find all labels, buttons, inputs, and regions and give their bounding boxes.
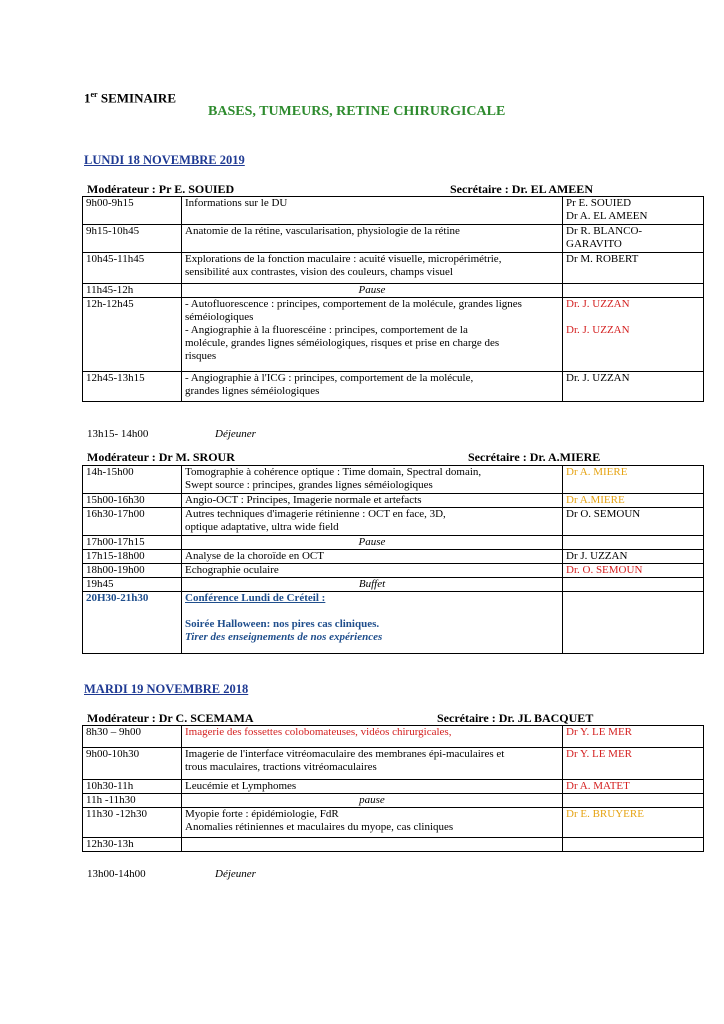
speaker-cell: Dr E. BRUYERE (563, 808, 704, 838)
day1-afternoon-table (82, 465, 704, 654)
table-row (83, 197, 704, 225)
table-row (83, 372, 704, 402)
topic-cell: Anatomie de la rétine, vascularisation, physiologie de la rétine (182, 225, 563, 253)
table-row (83, 536, 704, 550)
speaker-cell (563, 578, 704, 592)
topic-cell: Tomographie à cohérence optique : Time domain, Spectral domain, Swept source : principes, grandes lignes séméiologiques (182, 466, 563, 494)
speaker-cell (563, 838, 704, 852)
speaker-cell: Dr Y. LE MER (563, 748, 704, 780)
speaker-cell: Dr. J. UZZAN Dr. J. UZZAN (563, 298, 704, 372)
main-title: BASES, TUMEURS, RETINE CHIRURGICALE (208, 104, 506, 119)
table-row (83, 780, 704, 794)
table-row (83, 225, 704, 253)
time-cell: 17h15-18h00 (83, 550, 182, 564)
topic-cell: Autres techniques d'imagerie rétinienne : OCT en face, 3D, optique adaptative, ultra wide field (182, 508, 563, 536)
table-row (83, 838, 704, 852)
seminar-title: 1er SEMINAIRE (84, 90, 176, 106)
lunch-time: 13h15- 14h00 (87, 428, 149, 440)
table-row (83, 794, 704, 808)
afternoon-secretary: Secrétaire : Dr. A.MIERE (468, 450, 601, 464)
table-row (83, 284, 704, 298)
time-cell: 10h30-11h (83, 780, 182, 794)
speaker-cell: Dr. O. SEMOUN (563, 564, 704, 578)
day2-table (82, 725, 704, 852)
day1-secretary: Secrétaire : Dr. EL AMEEN (450, 182, 593, 196)
day2-lunch-time: 13h00-14h00 (87, 868, 146, 880)
day1-morning-table (82, 196, 704, 402)
table-row (83, 564, 704, 578)
topic-cell: Explorations de la fonction maculaire : acuité visuelle, micropérimétrie, sensibilité aux contrastes, vision des couleurs, champs visuel (182, 253, 563, 284)
day2-moderator: Modérateur : Dr C. SCEMAMA (87, 711, 254, 725)
topic-cell: Myopie forte : épidémiologie, FdR Anomalies rétiniennes et maculaires du myope, cas cliniques (182, 808, 563, 838)
pause-cell: Pause (182, 284, 563, 298)
table-row (83, 298, 704, 372)
table-row (83, 808, 704, 838)
speaker-cell: Dr M. ROBERT (563, 253, 704, 284)
time-cell: 12h30-13h (83, 838, 182, 852)
time-cell: 9h00-10h30 (83, 748, 182, 780)
time-cell: 10h45-11h45 (83, 253, 182, 284)
time-cell: 16h30-17h00 (83, 508, 182, 536)
lunch-label: Déjeuner (215, 428, 256, 440)
time-cell: 12h-12h45 (83, 298, 182, 372)
speaker-cell: Dr A. MATET (563, 780, 704, 794)
afternoon-moderator: Modérateur : Dr M. SROUR (87, 450, 235, 464)
time-cell: 8h30 – 9h00 (83, 726, 182, 748)
speaker-cell (563, 794, 704, 808)
time-cell: 15h00-16h30 (83, 494, 182, 508)
day1-moderator: Modérateur : Pr E. SOUIED (87, 182, 235, 196)
speaker-cell: Dr J. UZZAN (563, 550, 704, 564)
speaker-cell: Dr. J. UZZAN (563, 372, 704, 402)
speaker-cell: Dr Y. LE MER (563, 726, 704, 748)
topic-cell: - Angiographie à l'ICG : principes, comportement de la molécule, grandes lignes séméiologiques (182, 372, 563, 402)
speaker-cell: Dr R. BLANCO- GARAVITO (563, 225, 704, 253)
speaker-cell (563, 592, 704, 654)
day2-secretary: Secrétaire : Dr. JL BACQUET (437, 711, 594, 725)
buffet-cell: Buffet (182, 578, 563, 592)
table-row (83, 748, 704, 780)
topic-cell: Analyse de la choroïde en OCT (182, 550, 563, 564)
time-cell: 9h00-9h15 (83, 197, 182, 225)
table-row (83, 592, 704, 654)
table-row (83, 726, 704, 748)
table-row (83, 578, 704, 592)
topic-cell: Echographie oculaire (182, 564, 563, 578)
time-cell: 11h45-12h (83, 284, 182, 298)
day2-heading: MARDI 19 NOVEMBRE 2018 (84, 682, 249, 696)
table-row (83, 508, 704, 536)
pause-cell: pause (182, 794, 563, 808)
speaker-cell: Pr E. SOUIED Dr A. EL AMEEN (563, 197, 704, 225)
speaker-cell (563, 536, 704, 550)
time-cell: 18h00-19h00 (83, 564, 182, 578)
topic-cell: Angio-OCT : Principes, Imagerie normale et artefacts (182, 494, 563, 508)
day2-lunch-label: Déjeuner (215, 868, 256, 880)
speaker-cell: Dr A.MIERE (563, 494, 704, 508)
time-cell: 14h-15h00 (83, 466, 182, 494)
day1-heading: LUNDI 18 NOVEMBRE 2019 (84, 153, 245, 167)
speaker-cell: Dr A. MIERE (563, 466, 704, 494)
table-row (83, 466, 704, 494)
conference-cell: Conférence Lundi de Créteil : Soirée Halloween: nos pires cas cliniques. Tirer des enseignements de nos expériences (182, 592, 563, 654)
topic-cell: Informations sur le DU (182, 197, 563, 225)
time-cell: 20H30-21h30 (83, 592, 182, 654)
topic-cell: Imagerie des fossettes colobomateuses, vidéos chirurgicales, (182, 726, 563, 748)
time-cell: 9h15-10h45 (83, 225, 182, 253)
table-row (83, 253, 704, 284)
speaker-cell (563, 284, 704, 298)
time-cell: 17h00-17h15 (83, 536, 182, 550)
table-row (83, 550, 704, 564)
topic-cell: Imagerie de l'interface vitréomaculaire des membranes épi-maculaires et trous maculaires, tractions vitréomaculaires (182, 748, 563, 780)
speaker-cell: Dr O. SEMOUN (563, 508, 704, 536)
time-cell: 19h45 (83, 578, 182, 592)
pause-cell: Pause (182, 536, 563, 550)
topic-cell: Leucémie et Lymphomes (182, 780, 563, 794)
topic-cell: - Autofluorescence : principes, comportement de la molécule, grandes lignes séméiologiques - Angiographie à la fluorescéine : principes, comportement de la molécule, grandes lignes séméiologiques, risques et prise en charge des risques (182, 298, 563, 372)
topic-cell (182, 838, 563, 852)
time-cell: 12h45-13h15 (83, 372, 182, 402)
time-cell: 11h -11h30 (83, 794, 182, 808)
table-row (83, 494, 704, 508)
time-cell: 11h30 -12h30 (83, 808, 182, 838)
